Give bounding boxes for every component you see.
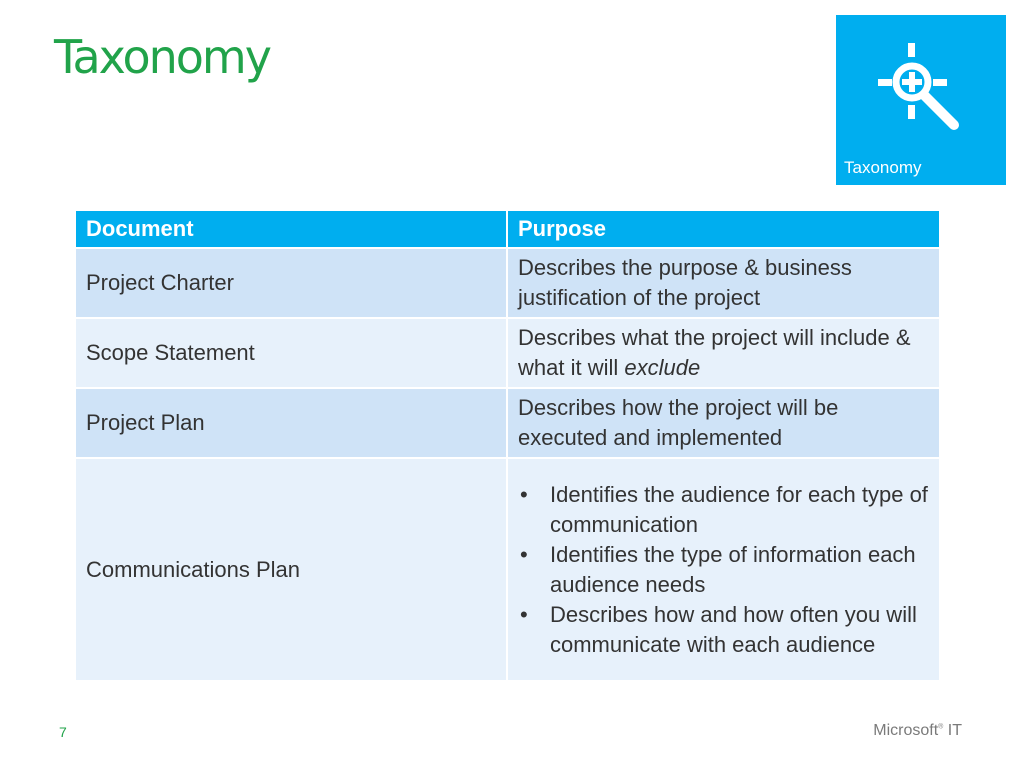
purpose-bullet: • Identifies the audience for each type of communication — [550, 480, 929, 540]
table-row — [75, 388, 940, 458]
purpose-emphasis: exclude — [624, 355, 701, 380]
purpose-text: Describes what the project will include & what it will — [518, 325, 911, 380]
purpose-cell — [507, 458, 940, 681]
table-row — [75, 248, 940, 318]
table-header-row — [75, 210, 940, 248]
brand-suffix: IT — [947, 722, 962, 739]
document-cell: Scope Statement — [75, 318, 507, 388]
tile-label: Taxonomy — [844, 158, 922, 177]
purpose-bullet: • Describes how and how often you will communicate with each audience — [550, 600, 929, 660]
brand-name: Microsoft — [873, 722, 939, 739]
page-number: 7 — [59, 724, 67, 740]
taxonomy-table — [74, 209, 941, 682]
brand-mark: ® — [938, 723, 944, 731]
footer-brand-logo — [873, 722, 962, 740]
header-purpose: Purpose — [507, 210, 940, 248]
purpose-cell — [507, 318, 940, 388]
header-document: Document — [75, 210, 507, 248]
purpose-bullet-list — [518, 480, 929, 660]
document-cell: Project Plan — [75, 388, 507, 458]
slide-title: Taxonomy — [54, 30, 270, 84]
table-row — [75, 318, 940, 388]
taxonomy-tile[interactable] — [836, 15, 1006, 185]
purpose-cell: Describes the purpose & business justification of the project — [507, 248, 940, 318]
purpose-bullet: • Identifies the type of information each audience needs — [550, 540, 929, 600]
zoom-in-magnifier-icon — [878, 43, 960, 133]
document-cell: Communications Plan — [75, 458, 507, 681]
table-row — [75, 458, 940, 681]
document-cell: Project Charter — [75, 248, 507, 318]
purpose-cell: Describes how the project will be executed and implemented — [507, 388, 940, 458]
